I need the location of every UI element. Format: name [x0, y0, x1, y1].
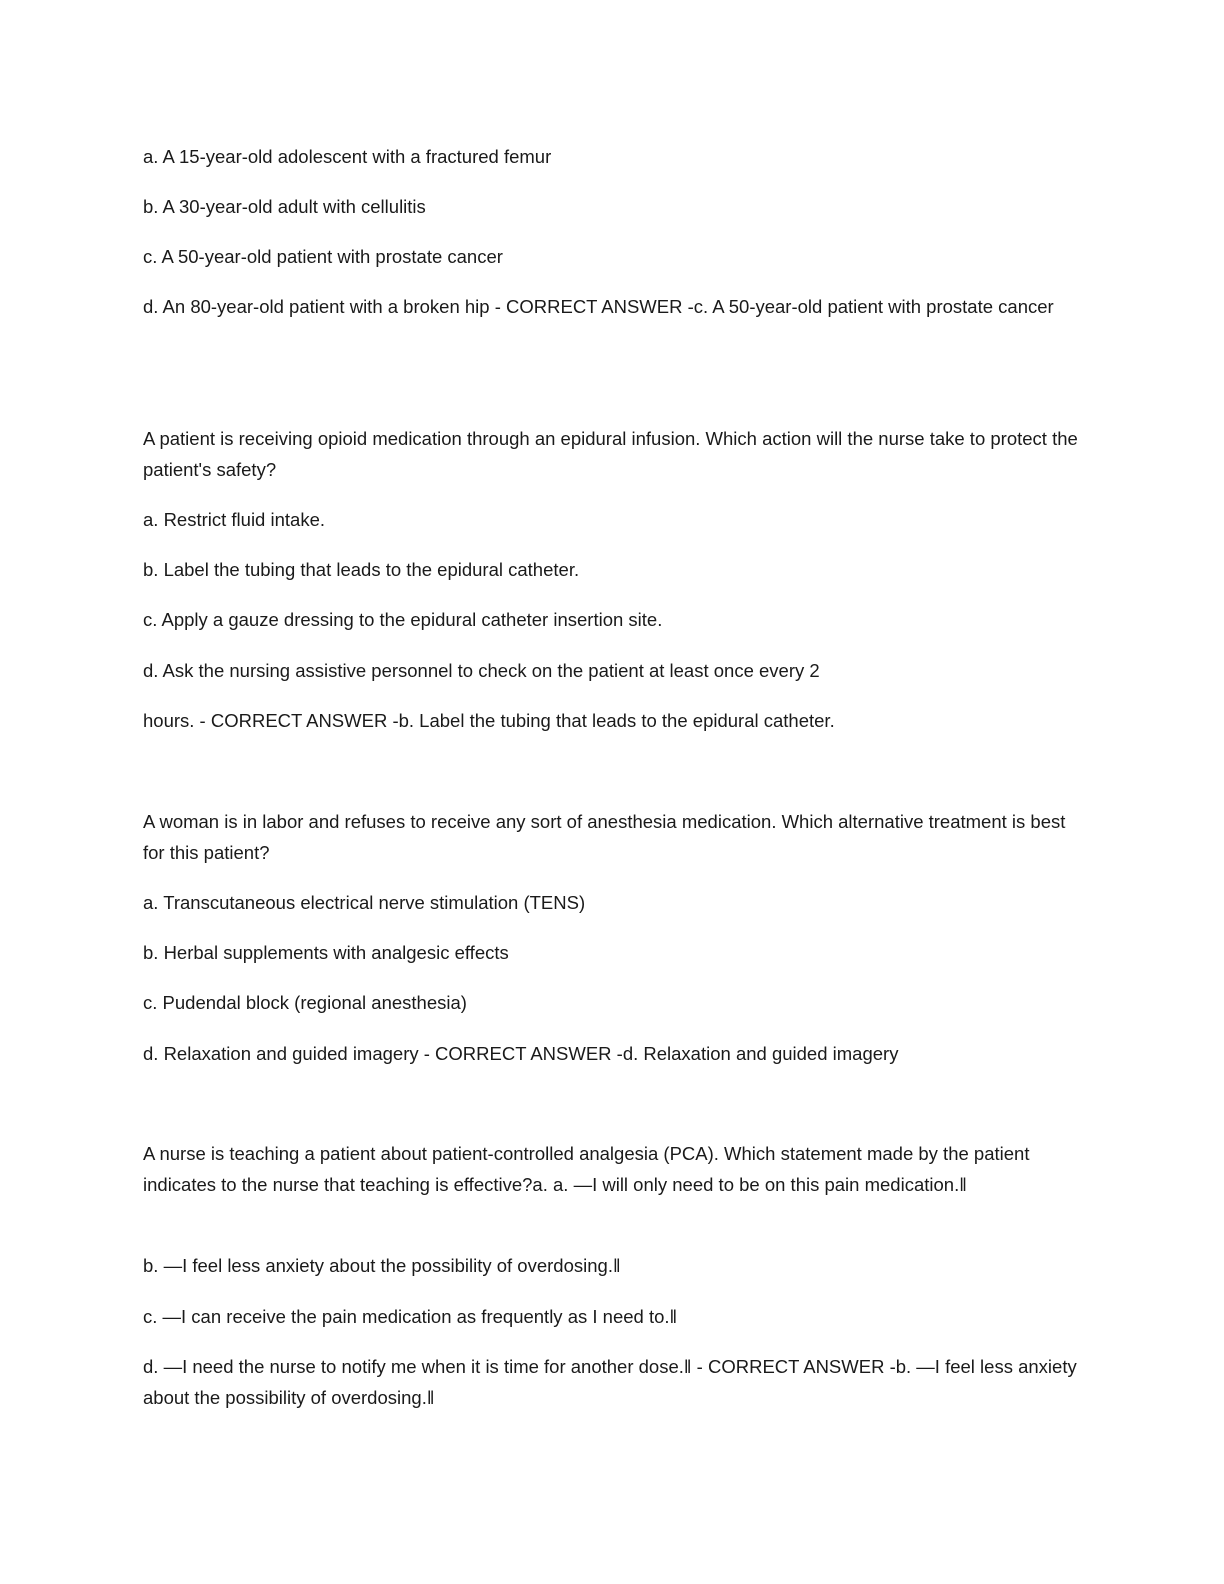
q3-option-a: a. Transcutaneous electrical nerve stimulation (TENS): [143, 892, 586, 913]
q4-option-d-answer: d. ―I need the nurse to notify me when it is time for another dose.‖ - CORRECT ANSWER -b. ―I feel less anxiety about the possibility of overdosing.‖: [143, 1356, 1077, 1408]
q3-option-b: b. Herbal supplements with analgesic effects: [143, 942, 509, 963]
q4-option-c: c. ―I can receive the pain medication as frequently as I need to.‖: [143, 1306, 678, 1327]
q2-option-c: c. Apply a gauze dressing to the epidural catheter insertion site.: [143, 609, 663, 630]
q4-question-stem: A nurse is teaching a patient about patient-controlled analgesia (PCA). Which statement made by the patient indicates to the nurse that teaching is effective?a. a. ―I will only need to be on this pain medication.‖: [143, 1143, 1030, 1195]
q3-question-stem: A woman is in labor and refuses to receive any sort of anesthesia medication. Which alternative treatment is best for this patient?: [143, 811, 1066, 863]
q3-option-d-answer: d. Relaxation and guided imagery - CORRECT ANSWER -d. Relaxation and guided imagery: [143, 1043, 899, 1064]
q2-option-a: a. Restrict fluid intake.: [143, 509, 325, 530]
q1-option-d-answer: d. An 80-year-old patient with a broken hip - CORRECT ANSWER -c. A 50-year-old patient with prostate cancer: [143, 296, 1054, 317]
q2-option-b: b. Label the tubing that leads to the epidural catheter.: [143, 559, 580, 580]
q1-option-b: b. A 30-year-old adult with cellulitis: [143, 196, 426, 217]
q4-option-b: b. ―I feel less anxiety about the possibility of overdosing.‖: [143, 1255, 621, 1276]
q1-option-a: a. A 15-year-old adolescent with a fractured femur: [143, 146, 552, 167]
q1-option-c: c. A 50-year-old patient with prostate cancer: [143, 246, 503, 267]
q2-question-stem: A patient is receiving opioid medication through an epidural infusion. Which action will the nurse take to protect the patient's safety?: [143, 428, 1078, 480]
q2-option-d: d. Ask the nursing assistive personnel to check on the patient at least once every 2: [143, 660, 820, 681]
q2-answer: hours. - CORRECT ANSWER -b. Label the tubing that leads to the epidural catheter.: [143, 710, 835, 731]
q3-option-c: c. Pudendal block (regional anesthesia): [143, 992, 467, 1013]
